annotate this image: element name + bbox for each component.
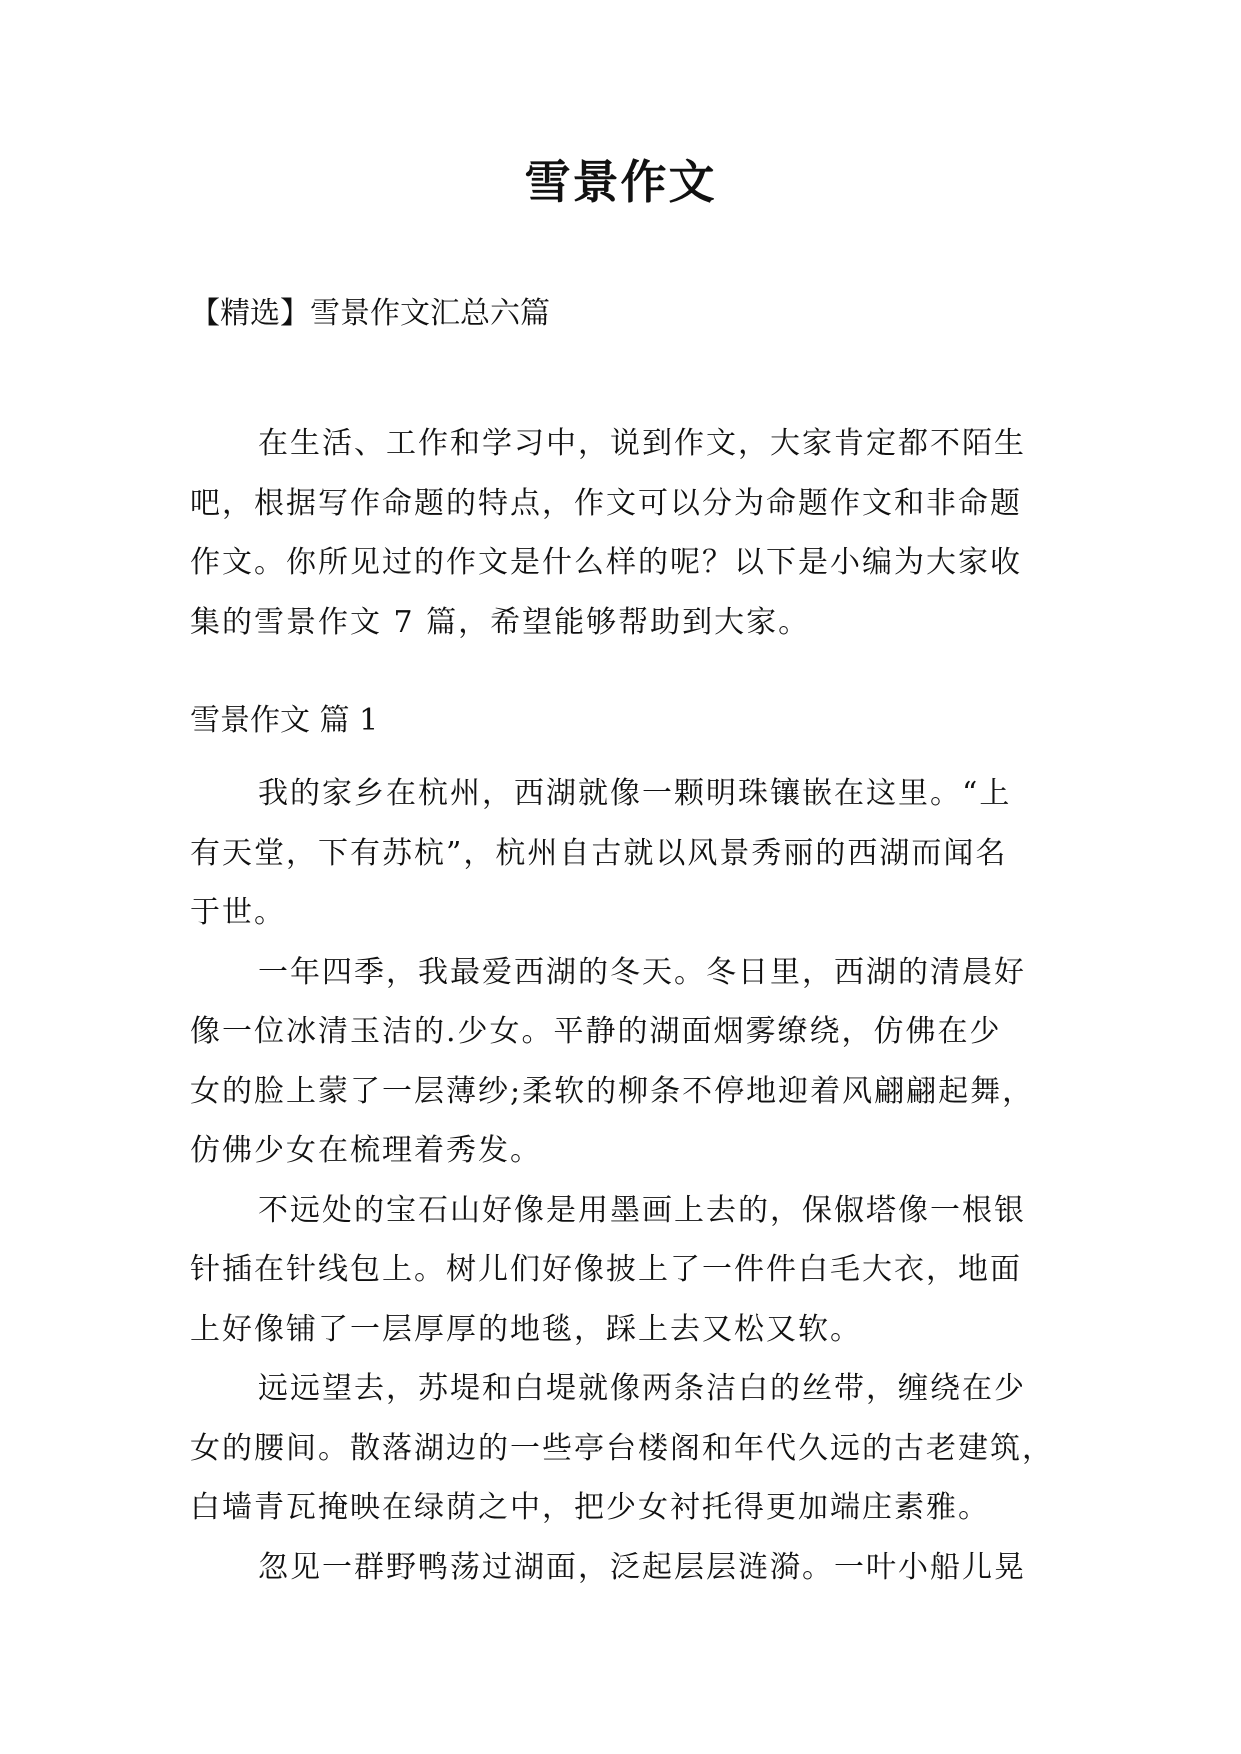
essay-body	[190, 764, 1070, 1597]
body-line: 仿佛少女在梳理着秀发。	[190, 1133, 542, 1168]
body-line: 不远处的宝石山好像是用墨画上去的，保俶塔像一根银	[258, 1192, 1026, 1228]
intro-paragraph	[190, 414, 1070, 652]
body-line: 像一位冰清玉洁的.少女。平静的湖面烟雾缭绕，仿佛在少	[190, 1014, 1002, 1049]
body-line: 女的腰间。散落湖边的一些亭台楼阁和年代久远的古老建筑，	[190, 1430, 1054, 1466]
body-line: 远远望去，苏堤和白堤就像两条洁白的丝带，缠绕在少	[258, 1371, 1026, 1406]
intro-line: 集的雪景作文 7 篇，希望能够帮助到大家。	[190, 604, 811, 640]
body-line: 针插在针线包上。树儿们好像披上了一件件白毛大衣，地面	[190, 1252, 1022, 1287]
body-line: 忽见一群野鸭荡过湖面，泛起层层涟漪。一叶小船儿晃	[258, 1549, 1026, 1585]
intro-line: 在生活、工作和学习中，说到作文，大家肯定都不陌生	[258, 426, 1026, 461]
intro-line: 作文。你所见过的作文是什么样的呢？以下是小编为大家收	[190, 545, 1022, 580]
body-line: 白墙青瓦掩映在绿荫之中，把少女衬托得更加端庄素雅。	[190, 1490, 990, 1525]
document-subtitle: 【精选】雪景作文汇总六篇	[190, 296, 550, 331]
body-line: 女的脸上蒙了一层薄纱;柔软的柳条不停地迎着风翩翩起舞，	[190, 1073, 1035, 1109]
section-heading: 雪景作文 篇 1	[190, 703, 379, 738]
intro-line: 吧，根据写作命题的特点，作文可以分为命题作文和非命题	[190, 485, 1022, 521]
document-title: 雪景作文	[524, 155, 717, 209]
body-line: 一年四季，我最爱西湖的冬天。冬日里，西湖的清晨好	[258, 954, 1026, 990]
body-line: 于世。	[190, 895, 286, 930]
body-line: 我的家乡在杭州，西湖就像一颗明珠镶嵌在这里。“上	[258, 776, 1012, 811]
body-line: 有天堂，下有苏杭”，杭州自古就以风景秀丽的西湖而闻名	[190, 835, 1008, 871]
body-line: 上好像铺了一层厚厚的地毯，踩上去又松又软。	[190, 1311, 862, 1347]
